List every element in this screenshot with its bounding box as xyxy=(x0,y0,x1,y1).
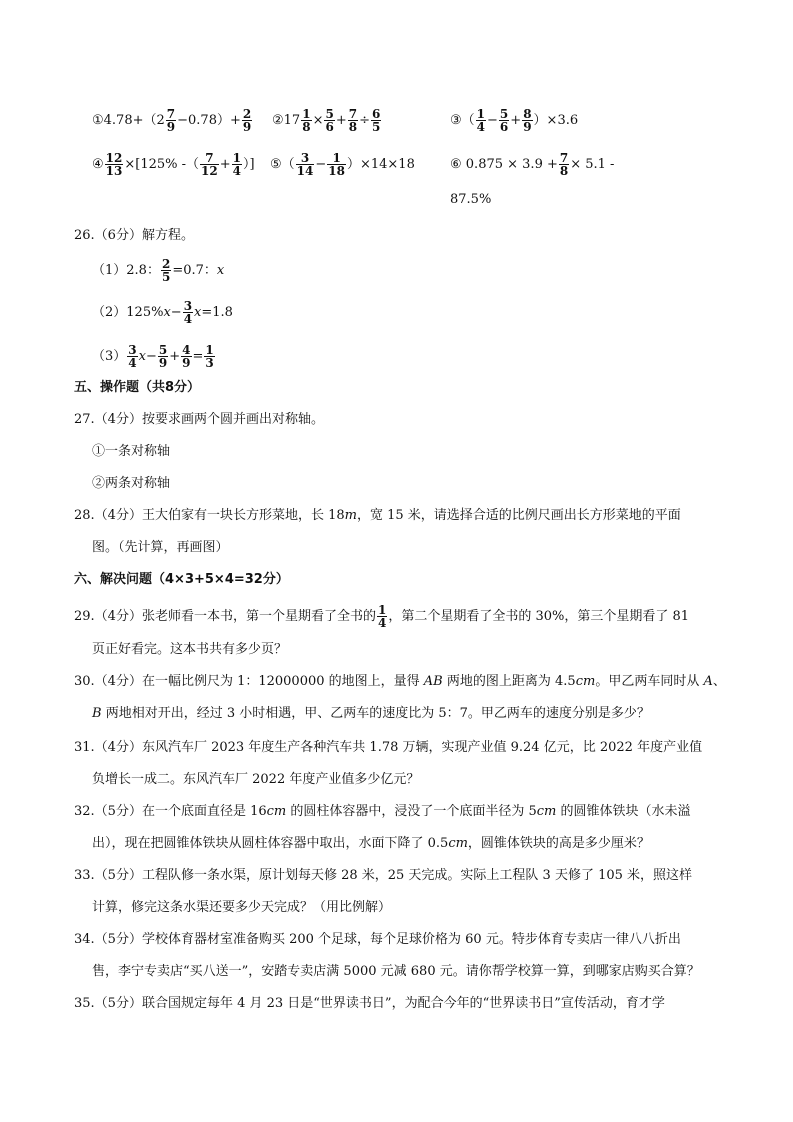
question-27-option-2: ②两条对称轴 xyxy=(92,476,171,491)
fraction: $\frac{4}{9}$ xyxy=(182,343,191,370)
expr-6-continued: 87.5% xyxy=(450,192,492,207)
section-5-heading: 五、操作题（共8分） xyxy=(74,380,201,395)
fraction: $\frac{7}{8}$ xyxy=(348,107,358,134)
fraction: $\frac{6}{5}$ xyxy=(372,107,381,134)
question-32-line-1: 32.（5分）在一个底面直径是 16cm 的圆柱体容器中，浸没了一个底面半径为 5cm 的圆锥体铁块（水未溢 xyxy=(74,804,691,819)
question-27-option-1: ①一条对称轴 xyxy=(92,444,171,459)
fraction: $\frac{12}{13}$ xyxy=(105,151,123,178)
question-27-title: 27.（4分）按要求画两个圆并画出对称轴。 xyxy=(74,412,324,427)
question-26-title: 26.（6分）解方程。 xyxy=(74,228,194,243)
fraction: $\frac{1}{4}$ xyxy=(232,151,241,178)
fraction: $\frac{2}{9}$ xyxy=(242,107,252,134)
fraction: $\frac{3}{4}$ xyxy=(128,343,137,370)
section-6-heading: 六、解决问题（4×3+5×4=32分） xyxy=(74,572,289,587)
fraction: $\frac{1}{4}$ xyxy=(476,107,486,134)
question-32-line-2: 出），现在把圆锥体铁块从圆柱体容器中取出，水面下降了 0.5cm，圆锥体铁块的高是多少厘米？ xyxy=(92,836,650,851)
expr-4: ④ $\frac{12}{13}$ ×[125% -（ $\frac{7}{12}$ + $\frac{1}{4}$ ）] xyxy=(92,151,255,178)
equation-3: （3） $\frac{3}{4}$ x− $\frac{5}{9}$ + $\frac{4}{9}$ = $\frac{1}{3}$ xyxy=(92,343,214,370)
expr-2: ②17 $\frac{1}{8}$ × $\frac{5}{6}$ + $\frac{7}{8}$ ÷ $\frac{6}{5}$ xyxy=(272,107,381,134)
expr-3: ③（ $\frac{1}{4}$ − $\frac{5}{6}$ + $\frac{8}{9}$ ）×3.6 xyxy=(450,107,579,134)
question-31-line-1: 31.（4分）东风汽车厂 2023 年度生产各种汽车共 1.78 万辆，实现产业值 9.24 亿元，比 2022 年度产业值 xyxy=(74,740,703,755)
fraction: $\frac{7}{8}$ xyxy=(559,151,569,178)
question-30-line-2: B 两地相对开出，经过 3 小时相遇，甲、乙两车的速度比为 5：7。甲乙两车的速度分别是多少？ xyxy=(92,706,650,721)
equation-2: （2）125%x− $\frac{3}{4}$ x=1.8 xyxy=(92,299,233,326)
fraction: $\frac{8}{9}$ xyxy=(523,107,532,134)
fraction: $\frac{7}{9}$ xyxy=(166,107,176,134)
fraction: $\frac{2}{5}$ xyxy=(161,257,171,284)
question-33-line-2: 计算，修完这条水渠还要多少天完成？（用比例解） xyxy=(92,900,392,915)
fraction: $\frac{1}{3}$ xyxy=(205,343,214,370)
expr-1: ①4.78+（2 $\frac{7}{9}$ −0.78）+ $\frac{2}{9}$ xyxy=(92,107,252,134)
fraction: $\frac{1}{4}$ xyxy=(377,603,387,630)
question-29-line-1: 29.（4分）张老师看一本书，第一个星期看了全书的 $\frac{1}{4}$ ，第二个星期看了全书的 30%，第三个星期看了 81 xyxy=(74,603,690,630)
fraction: $\frac{5}{6}$ xyxy=(325,107,334,134)
fraction: $\frac{1}{8}$ xyxy=(302,107,311,134)
expr-6: ⑥ 0.875 × 3.9 + $\frac{7}{8}$ × 5.1 - xyxy=(450,151,615,178)
question-35-line-1: 35.（5分）联合国规定每年 4 月 23 日是“世界读书日”，为配合今年的“世界读书日”宣传活动，育才学 xyxy=(74,996,665,1011)
question-28-line-2: 图。（先计算，再画图） xyxy=(92,540,229,555)
question-29-line-2: 页正好看完。这本书共有多少页？ xyxy=(92,642,288,657)
equation-1: （1）2.8： $\frac{2}{5}$ =0.7：x xyxy=(92,257,225,284)
expr-5: ⑤（ $\frac{3}{14}$ − $\frac{1}{18}$ ）×14×18 xyxy=(270,151,415,178)
fraction: $\frac{7}{12}$ xyxy=(201,151,218,178)
fraction: $\frac{1}{18}$ xyxy=(328,151,345,178)
fraction: $\frac{5}{9}$ xyxy=(158,343,168,370)
fraction: $\frac{3}{4}$ xyxy=(183,299,193,326)
question-34-line-2: 售，李宁专卖店“买八送一”，安踏专卖店满 5000 元减 680 元。请你帮学校算一算，到哪家店购买合算？ xyxy=(92,964,700,979)
question-31-line-2: 负增长一成二。东风汽车厂 2022 年度产业值多少亿元？ xyxy=(92,772,420,787)
fraction: $\frac{5}{6}$ xyxy=(499,107,509,134)
question-33-line-1: 33.（5分）工程队修一条水渠，原计划每天修 28 米，25 天完成。实际上工程队 3 天修了 105 米，照这样 xyxy=(74,868,693,883)
fraction: $\frac{3}{14}$ xyxy=(296,151,314,178)
question-30-line-1: 30.（4分）在一幅比例尺为 1：12000000 的地图上，量得 AB 两地的图上距离为 4.5cm。甲乙两车同时从 A、 xyxy=(74,674,726,689)
question-34-line-1: 34.（5分）学校体育器材室准备购买 200 个足球，每个足球价格为 60 元。特步体育专卖店一律八八折出 xyxy=(74,932,681,947)
question-28-line-1: 28.（4分）王大伯家有一块长方形菜地，长 18m，宽 15 米，请选择合适的比例尺画出长方形菜地的平面 xyxy=(74,508,681,523)
